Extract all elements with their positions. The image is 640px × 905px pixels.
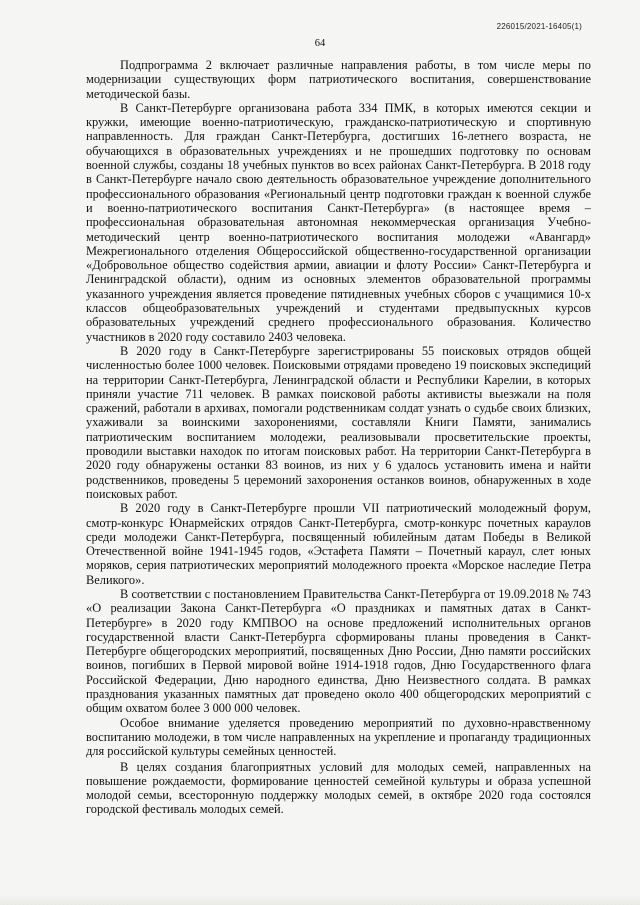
document-id: 226015/2021-16405(1) <box>496 22 582 31</box>
paragraph-moral-education: Особое внимание уделяется проведению мероприятий по духовно-нравственному воспитанию молодежи, в том числе направленных на укрепление и пропаганду традиционных для российской культуры семейных ценностей. <box>86 715 591 759</box>
paragraph-search-detachments: В 2020 году в Санкт-Петербурге зарегистрированы 55 поисковых отрядов общей численностью более 1000 человек. Поисковыми отрядами проведено 19 поисковых экспедиций на территории Санкт-Петербурга, Ленинградской области и Республики Карелии, в которых приняли участие 711 человек. В рамках поисковой работы активисты выезжали на поля сражений, работали в архивах, помогали родственникам солдат узнать о судьбе своих близких, ухаживали за воинскими захоронениями, составляли Книги Памяти, занимались патриотическим воспитанием молодежи, реализовывали просветительские проекты, проводили выставки находок по итогам поисковых работ. На территории Санкт-Петербурга в 2020 году обнаружены останки 83 воинов, из них у 6 удалось установить имена и найти родственников, проведены 5 церемоний захоронения останков воинов, обнаруженных в ходе поисковых работ. <box>86 343 591 501</box>
paragraph-subprogram: Подпрограмма 2 включает различные направления работы, в том числе меры по модернизации существующих форм патриотического воспитания, совершенствование методической базы. <box>86 58 591 101</box>
paragraph-patriotic-forum: В 2020 году в Санкт-Петербурге прошли VII патриотический молодежный форум, смотр-конкурс Юнармейских отрядов Санкт-Петербурга, смотр-конкурс почетных караулов среди молодежи Санкт-Петербурга, посвященный юбилейным датам Победы в Великой Отечественной войне 1941-1945 годов, «Эстафета Памяти – Почетный караул, слет юных моряков, серия патриотических мероприятий молодежного проекта «Морское наследие Петра Великого». <box>86 501 591 587</box>
paragraph-pmk-training: В Санкт-Петербурге организована работа 334 ПМК, в которых имеются секции и кружки, имеющие военно-патриотическую, гражданско-патриотическую и спортивную направленность. Для граждан Санкт-Петербурга, достигших 16-летнего возраста, не обучающихся в образовательных учреждениях и не прошедших подготовку по основам военной службы, созданы 18 учебных пунктов во всех районах Санкт-Петербурга. В 2018 году в Санкт-Петербурге начало свою деятельность образовательное учреждение дополнительного профессионального образования «Региональный центр подготовки граждан к военной службе и военно-патриотического воспитания Санкт-Петербурга» (в настоящее время – профессиональная образовательная автономная некоммерческая организация Учебно-методический центр военно-патриотического воспитания молодежи «Авангард» Межрегионального отделения Общероссийской общественно-государственной организации «Добровольное общество содействия армии, авиации и флоту России» Санкт-Петербурга и Ленинградской области), одним из основных элементов образовательной программы указанного учреждения является проведение пятидневных учебных сборов с учащимися 10-х классов общеобразовательных учреждений и студентами предвыпускных курсов образовательных учреждений среднего профессионального образования. Количество участников в 2020 году составило 2403 человека. <box>86 100 591 344</box>
body-text <box>86 58 591 817</box>
paragraph-memorial-dates: В соответствии с постановлением Правительства Санкт-Петербурга от 19.09.2018 № 743 «О реализации Закона Санкт-Петербурга «О праздниках и памятных датах в Санкт-Петербурге» в 2020 году КМПВОО на основе предложений исполнительных органов государственной власти Санкт-Петербурга сформированы планы проведения в Санкт-Петербурге общегородских мероприятий, посвященных Дню России, Дню памяти российских воинов, погибших в Первой мировой войне 1914-1918 годов, Дню Государственного флага Российской Федерации, Дню народного единства, Дню Неизвестного солдата. В рамках празднования указанных памятных дат проведено около 400 общегородских мероприятий с общим охватом более 3 000 000 человек. <box>86 586 591 716</box>
scan-edge <box>0 895 640 905</box>
paragraph-young-families: В целях создания благоприятных условий для молодых семей, направленных на повышение рождаемости, формирование ценностей семейной культуры и образа успешной молодой семьи, всесторонную поддержку молодых семей, в октябре 2020 года состоялся городской фестиваль молодых семей. <box>86 759 591 817</box>
page-number: 64 <box>314 38 326 49</box>
